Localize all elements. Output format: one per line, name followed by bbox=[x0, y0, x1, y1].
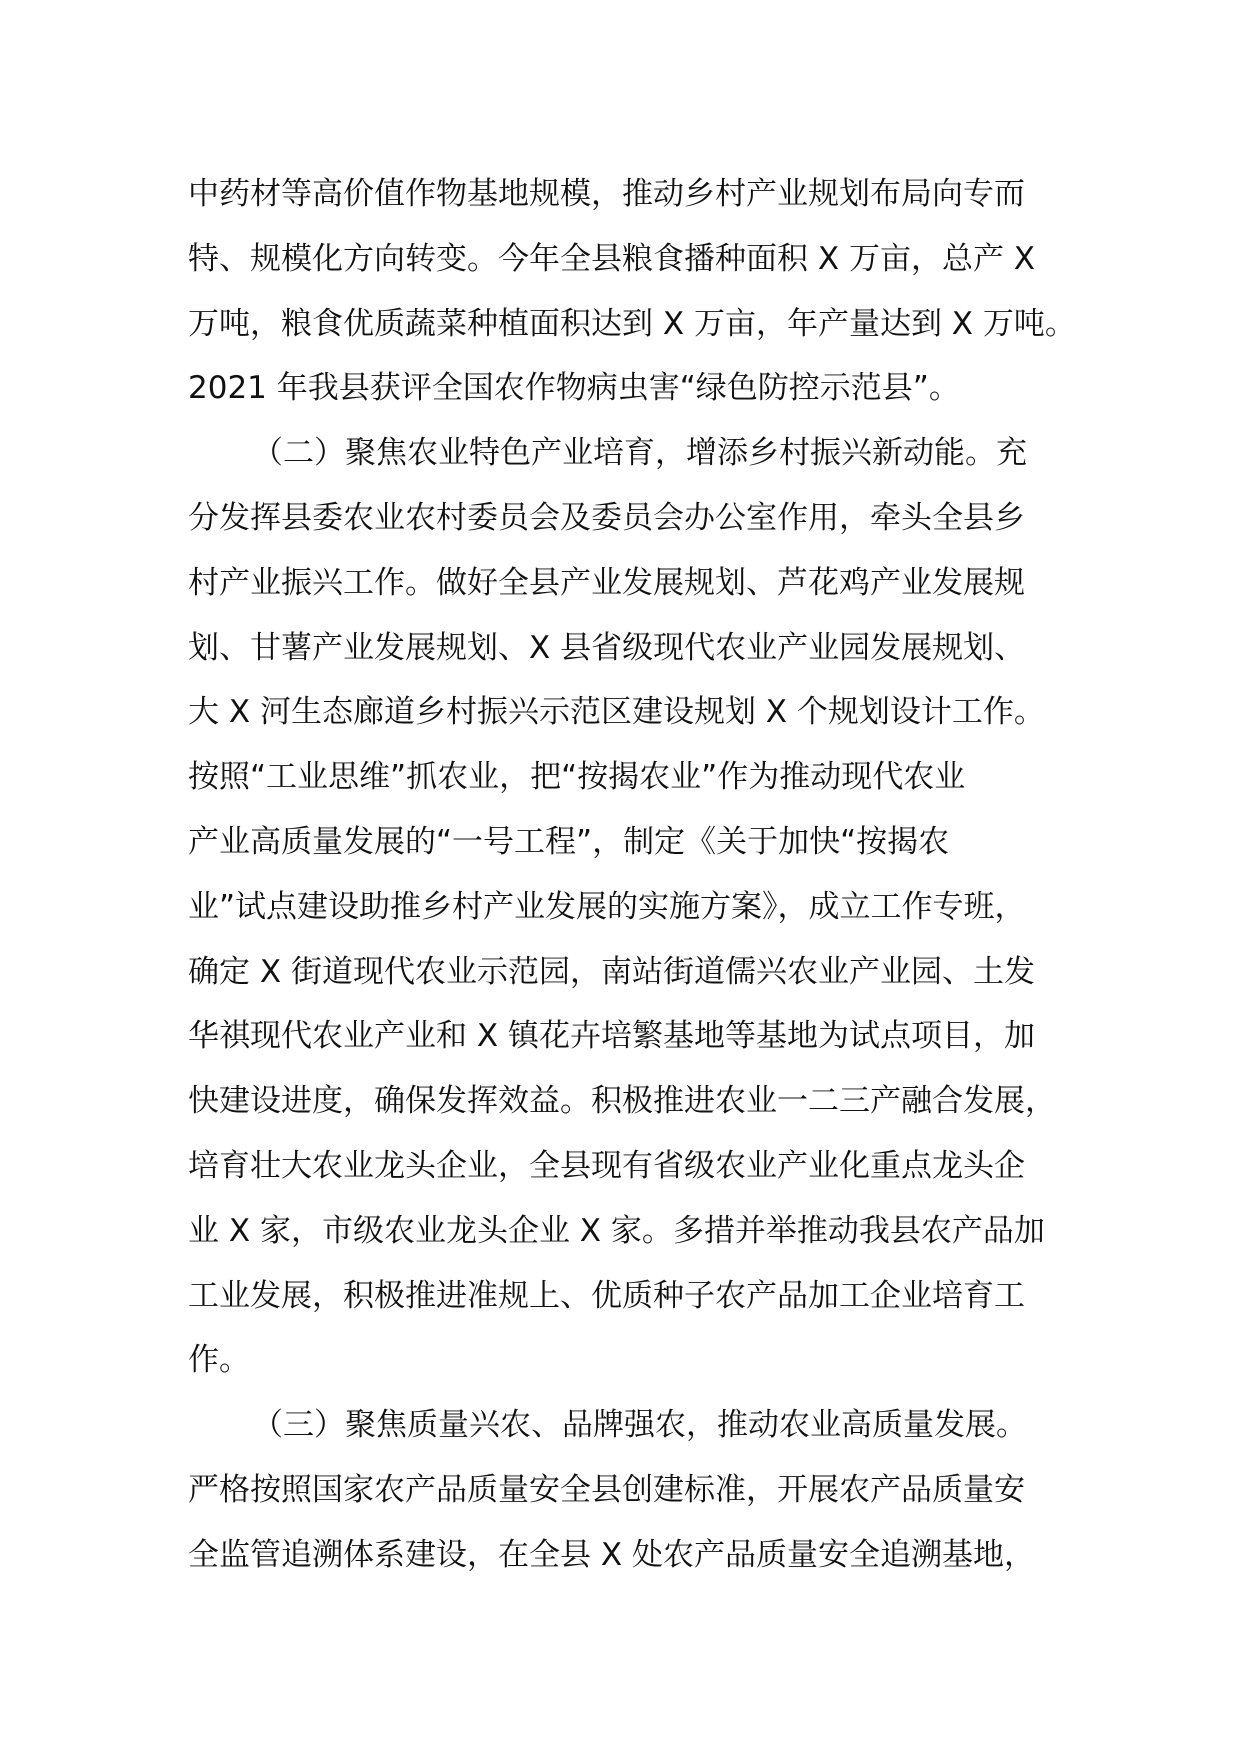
text-line: 大 X 河生态廊道乡村振兴示范区建设规划 X 个规划设计工作。 bbox=[188, 694, 1045, 731]
text-line: 按照“工业思维”抓农业，把“按揭农业”作为推动现代农业 bbox=[188, 759, 966, 796]
section-heading-line: （二）聚焦农业特色产业培育，增添乡村振兴新动能。充 bbox=[252, 435, 1027, 472]
text-line: 华祺现代农业产业和 X 镇花卉培繁基地等基地为试点项目，加 bbox=[188, 1018, 1035, 1055]
document-page bbox=[188, 162, 1088, 1588]
paragraph-2 bbox=[188, 421, 1088, 1393]
text-line: 业”试点建设助推乡村产业发展的实施方案》，成立工作专班， bbox=[188, 888, 1026, 925]
text-line: 严格按照国家农产品质量安全县创建标准，开展农产品质量安 bbox=[188, 1471, 1025, 1508]
text-line: 产业高质量发展的“一号工程”，制定《关于加快“按揭农 bbox=[188, 823, 950, 860]
text-line: 划、甘薯产业发展规划、X 县省级现代农业产业园发展规划、 bbox=[188, 629, 1026, 666]
text-line: 培育壮大农业龙头企业，全县现有省级农业产业化重点龙头企 bbox=[188, 1147, 1025, 1184]
text-line: 业 X 家，市级农业龙头企业 X 家。多措并举推动我县农产品加 bbox=[188, 1212, 1045, 1249]
text-line: 工业发展，积极推进准规上、优质种子农产品加工企业培育工 bbox=[188, 1277, 1025, 1314]
text-line: 快建设进度，确保发挥效益。积极推进农业一二三产融合发展， bbox=[188, 1083, 1056, 1120]
text-line: 作。 bbox=[188, 1342, 250, 1379]
paragraph-3 bbox=[188, 1393, 1088, 1587]
text-line: 万吨，粮食优质蔬菜种植面积达到 X 万亩，年产量达到 X 万吨。 bbox=[188, 305, 1076, 342]
text-line: 中药材等高价值作物基地规模，推动乡村产业规划布局向专而 bbox=[188, 176, 1025, 212]
section-heading-line: （三）聚焦质量兴农、品牌强农，推动农业高质量发展。 bbox=[252, 1407, 1027, 1444]
text-line: 特、规模化方向转变。今年全县粮食播种面积 X 万亩，总产 X bbox=[188, 240, 1036, 277]
text-line: 2021 年我县获评全国农作物病虫害“绿色防控示范县”。 bbox=[188, 370, 960, 407]
paragraph-1 bbox=[188, 162, 1088, 421]
text-line: 全监管追溯体系建设，在全县 X 处农产品质量安全追溯基地， bbox=[188, 1536, 1035, 1573]
text-line: 分发挥县委农业农村委员会及委员会办公室作用，牵头全县乡 bbox=[188, 499, 1025, 536]
text-line: 确定 X 街道现代农业示范园，南站街道儒兴农业产业园、土发 bbox=[188, 953, 1035, 990]
text-line: 村产业振兴工作。做好全县产业发展规划、芦花鸡产业发展规 bbox=[188, 564, 1025, 601]
